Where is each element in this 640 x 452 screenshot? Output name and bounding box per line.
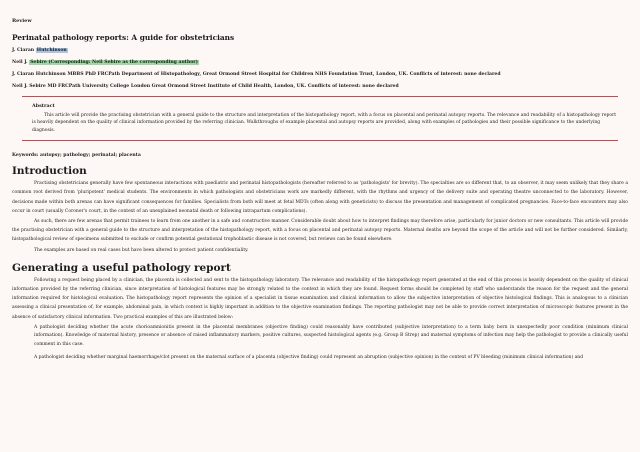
keywords: Keywords: autopsy; pathology; perinatal; placenta (12, 153, 141, 159)
body-paragraph: The examples are based on real cases but have been altered to protect patient confidentiality. (34, 247, 249, 253)
abstract-text: This article will provide the practising obstetrician with a general guide to the structure and interpretation of the histopathology report, with a focus on placental and perinatal autopsy reports. The relevance and readability of a histopathology report is heavily dependent on the quality of clinical information provided by the referring clinician. Walkthroughs of example placental and autopsy reports are provided, along with examples of pathologies and their possible significance to the underlying diagnosis. (32, 113, 617, 133)
author-highlight: Hutchinson (36, 48, 67, 53)
article-type: Review (12, 18, 32, 24)
list-item: A pathologist deciding whether the acute chorioamnionitis present in the placental membranes (objective finding) could reasonably have contributed (subjective interpretation) to a term baby born in unexpectedly poor condition (minimum clinical information). Knowledge of maternal history, presence or absence of raised inflammatory markers, positive cultures, suspected histological agents (e.g. Group B Strep) and maternal symptoms of infection may help the pathologist to provide a clinically useful comment in this case. (34, 324, 628, 348)
abstract-heading: Abstract (32, 103, 55, 109)
section-heading: Introduction (12, 165, 87, 178)
author-line (12, 60, 628, 66)
author-highlight: Sebire (Corresponding: Neil Sebire as the corresponding author) (30, 60, 198, 65)
section-heading: Generating a useful pathology report (12, 261, 231, 274)
author-name: J. Ciaran (12, 48, 36, 53)
abstract-top-rule (22, 96, 618, 97)
abstract-bottom-rule (22, 140, 618, 141)
body-paragraph: As such, there are few arenas that permit trainees to learn from one another in a safe and constructive manner. Considerable doubt about how to interpret findings may therefore arise, particularly for junior doctors or new consultants. This article will provide the practising obstetrician with a general guide to the structure and interpretation of the histopathology report, with a focus on placental and perinatal autopsy reports. Maternal deaths are beyond the scope of the article and will not be further considered. Similarly, histopathological review of specimens submitted to exclude or confirm potential gestational trophoblastic disease is not covered, but reviews can be found elsewhere. (12, 219, 629, 243)
affiliation: Neil J. Sebire MD FRCPath University College London Great Ormond Street Institute of Child Health, London, UK. Conflicts of interest: none declared (12, 84, 399, 89)
article-title: Perinatal pathology reports: A guide for obstetricians (12, 33, 235, 42)
abstract-box (22, 96, 618, 141)
affiliation: J. Ciaran Hutchinson MBBS PhD FRCPath Department of Histopathology, Great Ormond Street Hospital for Children NHS Foundation Trust, London, UK. Conflicts of interest: none declared (12, 72, 501, 77)
body-paragraph: Practising obstetricians generally have few spontaneous interactions with paediatric and perinatal histopathologists (hereafter referred to as 'pathologists' for brevity). The specialties are so different that, to an observer, it may seem unlikely that they share a common root derived from 'pluripotent' medical students. The environments in which pathologists and obstetricians work are markedly different, with the rhythms and urgency of the delivery suite and operating theatre unconnected to the laboratory. However, decisions made within both arenas can have significant consequences for families. Specialists from both will meet at fetal MDTs (often along with geneticists) to discuss the presentation and management of complicated pregnancies. Face-to-face encounters may also occur in court (usually Coroner's court, in the context of an unexplained neonatal death or following intrapartum complications). (12, 181, 628, 214)
author-line (12, 48, 628, 54)
list-item: A pathologist deciding whether marginal haemorrhage/clot present on the maternal surface of a placenta (objective finding) could represent an abruption (subjective opinion) in the context of PV bleeding (minimum clinical information) and (34, 354, 584, 360)
body-paragraph: Following a request being placed by a clinician, the placenta is collected and sent to the histopathology laboratory. The relevance and readability of the histopathology report generated at the end of this process is heavily dependent on the quality of clinical information provided by the referring clinician, since interpretation of histological features may be strongly related to the context in which they are found. Request forms should be completed by staff who understands the reason for the request and the general information required for histological evaluation. The histopathology report represents the opinion of a specialist in tissue examination and clinical information to allow the subjective interpretation of objective histological findings. This is analogous to a clinician assessing a clinical presentation of, for example, abdominal pain, in which context is highly important in addition to the objective examination findings. The reporting pathologist may not be able to provide correct interpretation of microscopic features present in the absence of satisfactory clinical information. Two practical examples of this are illustrated below: (12, 277, 628, 320)
article-page (12, 8, 628, 366)
author-name: Neil J. (12, 60, 30, 65)
